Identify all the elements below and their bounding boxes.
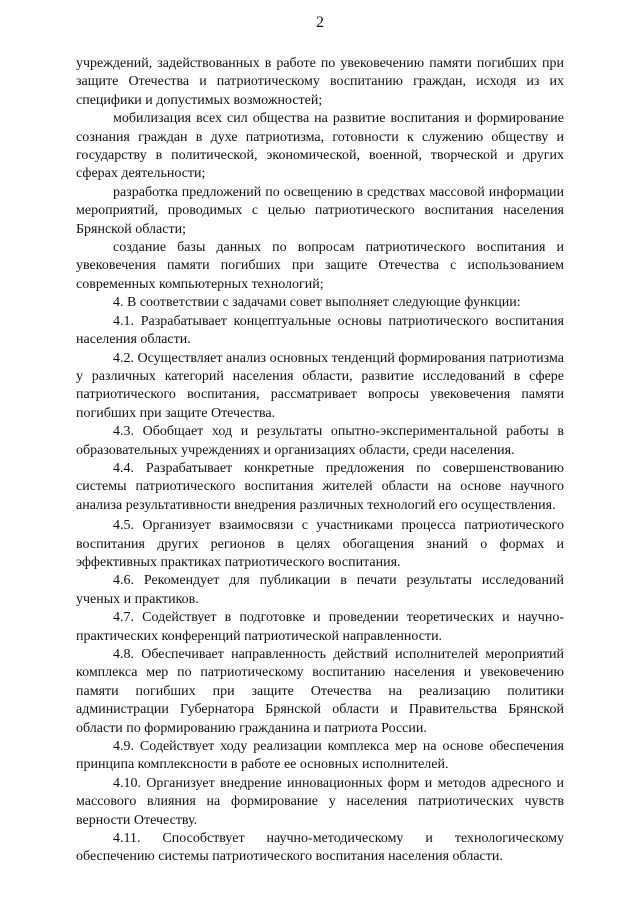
paragraph: 4.3. Обобщает ход и результаты опытно-экспериментальной работы в образовательных учреждениях и организациях области, среди населения. — [76, 424, 564, 458]
document-body — [76, 55, 564, 867]
paragraph: 4. В соответствии с задачами совет выполняет следующие функции: — [113, 295, 521, 311]
paragraph: 4.2. Осуществляет анализ основных тенденций формирования патриотизма у различных категорий населения области, развитие исследований в сфере патриотического воспитания, рассматривает вопросы увековечения памяти погибших при защите Отечества. — [76, 350, 564, 421]
paragraph: учреждений, задействованных в работе по увековечению памяти погибших при защите Отечества и патриотическому воспитанию граждан, исходя из их специфики и допустимых возможностей; — [76, 56, 564, 108]
paragraph: 4.5. Организует взаимосвязи с участниками процесса патриотического воспитания других регионов в целях обогащения знаний о формах и эффективных практиках патриотического воспитания. — [76, 518, 564, 570]
paragraph: 4.1. Разрабатывает концептуальные основы патриотического воспитания населения области. — [76, 313, 564, 348]
paragraph: 4.4. Разрабатывает конкретные предложения по совершенствованию системы патриотического воспитания жителей области на основе научного анализа результативности внедрения различных технологий его осуществления. — [76, 460, 564, 513]
paragraph: 4.10. Организует внедрение инновационных форм и методов адресного и массового влияния на формирование у населения патриотических чувств верности Отечеству. — [76, 775, 564, 828]
paragraph: 4.9. Содействует ходу реализации комплекса мер на основе обеспечения принципа комплексности в работе ее основных исполнителей. — [76, 739, 564, 773]
paragraph: мобилизация всех сил общества на развитие воспитания и формирование сознания граждан в духе патриотизма, готовности к служению обществу и государству в политической, экономической, военной, творческой и других сферах деятельности; — [76, 111, 564, 182]
paragraph: 4.11. Способствует научно-методическому и технологическому обеспечению системы патриотического воспитания населения области. — [76, 831, 564, 865]
paragraph: 4.6. Рекомендует для публикации в печати результаты исследований ученых и практиков. — [76, 573, 564, 607]
paragraph: 4.8. Обеспечивает направленность действий исполнителей мероприятий комплекса мер по патриотическому воспитанию населения и увековечению памяти погибших при защите Отечества на реализацию политики администрации Губернатора Брянской области и Правительства Брянской области по формированию гражданина и патриота России. — [76, 647, 564, 736]
paragraph: разработка предложений по освещению в средствах массовой информации мероприятий, проводимых с целью патриотического воспитания населения Брянской области; — [76, 184, 564, 237]
paragraph: создание базы данных по вопросам патриотического воспитания и увековечения памяти погибших при защите Отечества с использованием современных компьютерных технологий; — [76, 240, 564, 292]
paragraph: 4.7. Содействует в подготовке и проведении теоретических и научно-практических конференций патриотической направленности. — [76, 610, 564, 644]
page-number: 2 — [316, 14, 324, 31]
